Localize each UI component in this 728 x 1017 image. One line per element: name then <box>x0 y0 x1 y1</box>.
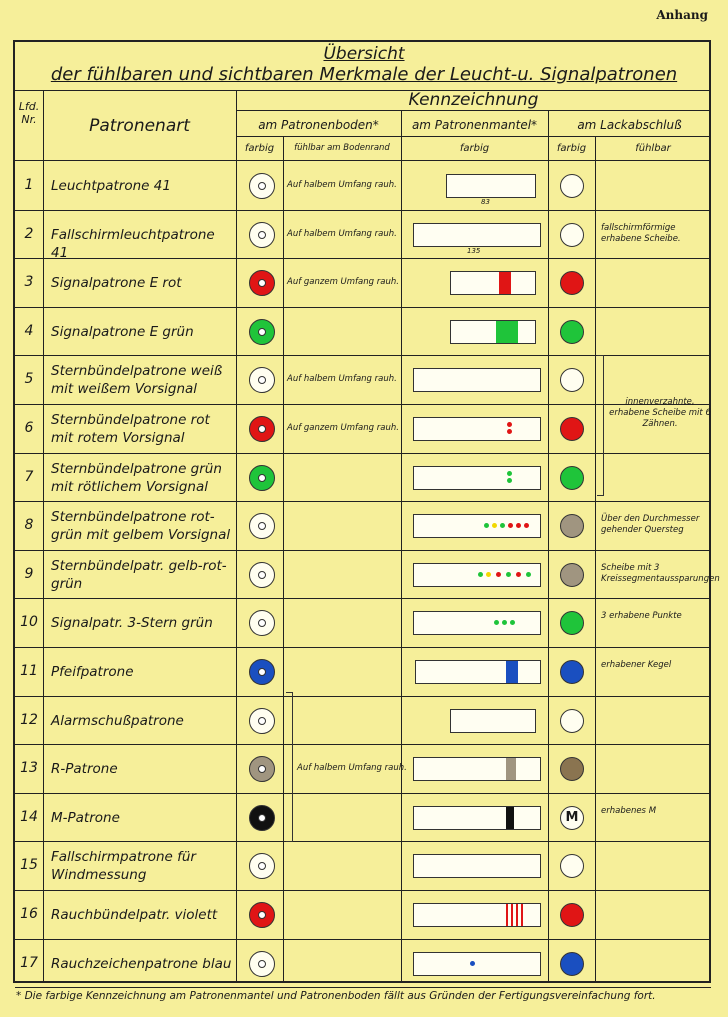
row-number: 5 <box>24 371 34 388</box>
base-marking-icon <box>249 805 275 831</box>
lacquer-tactile-text: erhabener Kegel <box>601 660 672 670</box>
row-number: 17 <box>20 954 38 971</box>
color-band <box>506 758 516 780</box>
row-number: 6 <box>24 420 34 436</box>
lacquer-marking-icon <box>560 271 584 295</box>
lacquer-tactile-text: fallschirmförmige erhabene Scheibe. <box>601 222 681 244</box>
primer-icon <box>258 668 266 676</box>
footnote: * Die farbige Kennzeichnung am Patronenmantel und Patronenboden fällt aus Gründen der Fertigungsvereinfachung fort. <box>16 990 656 1002</box>
row-number: 12 <box>20 711 38 728</box>
lacquer-marking-icon <box>560 223 584 247</box>
cartridge-name: Leuchtpatrone 41 <box>51 178 171 194</box>
row-number: 9 <box>24 565 34 582</box>
cartridge-name: Pfeifpatrone <box>51 664 134 680</box>
lacquer-marking-icon <box>560 952 584 976</box>
col-kennzeichnung: Kennzeichnung <box>408 90 539 110</box>
casing-marking <box>413 223 541 247</box>
casing-marking <box>413 514 541 538</box>
color-dot <box>486 572 491 577</box>
color-dot <box>507 478 512 483</box>
base-marking-icon <box>249 173 275 199</box>
row-number: 2 <box>24 225 34 242</box>
cartridge-name: Fallschirmleuchtpatrone 41 <box>51 226 215 261</box>
color-stripe <box>516 904 518 926</box>
casing-marking <box>413 952 541 976</box>
color-dot <box>494 620 499 625</box>
casing-marking <box>413 854 541 878</box>
casing-marking <box>413 368 541 392</box>
casing-marking <box>413 611 541 635</box>
col-farbig-lack: farbig <box>556 143 587 154</box>
primer-icon <box>258 960 266 968</box>
base-marking-icon <box>249 367 275 393</box>
color-dot <box>508 523 513 528</box>
color-dot <box>496 572 501 577</box>
base-marking-icon <box>249 659 275 685</box>
col-fuehlbar-boden: fühlbar am Bodenrand <box>294 143 390 153</box>
cartridge-name: Sternbündelpatrone weiß mit weißem Vorsignal <box>51 363 223 398</box>
lacquer-marking-icon <box>560 611 584 635</box>
color-band <box>499 272 511 294</box>
casing-marking <box>415 660 541 684</box>
base-marking-icon <box>249 513 275 539</box>
primer-icon <box>258 862 266 870</box>
primer-icon <box>258 425 266 433</box>
base-tactile-text: Auf ganzem Umfang rauh. <box>287 423 399 433</box>
base-marking-icon <box>249 319 275 345</box>
col-am-lack: am Lackabschluß <box>577 118 682 132</box>
cartridge-name: Rauchzeichenpatrone blau <box>51 955 232 972</box>
casing-marking <box>413 563 541 587</box>
base-tactile-text: Auf halbem Umfang rauh. <box>297 763 407 774</box>
color-band <box>506 661 518 683</box>
row-number: 3 <box>24 274 34 291</box>
casing-marking <box>450 709 536 733</box>
cartridge-name: R-Patrone <box>51 761 118 778</box>
cartridge-name: Sternbündelpatr. gelb-rot-grün <box>51 557 227 592</box>
row-number: 1 <box>24 177 34 193</box>
color-dot <box>526 572 531 577</box>
row-number: 15 <box>20 857 38 874</box>
base-marking-icon <box>249 222 275 248</box>
title-line-2: der fühlbaren und sichtbaren Merkmale der Leucht-u. Signalpatronen <box>50 64 678 85</box>
primer-icon <box>258 765 266 773</box>
cartridge-name: Sternbündelpatrone grün mit rötlichem Vorsignal <box>51 460 222 495</box>
lacquer-marking-icon <box>560 320 584 344</box>
lacquer-marking-icon <box>560 660 584 684</box>
lacquer-tactile-text: Über den Durchmesser gehender Quersteg <box>601 514 700 536</box>
color-dot <box>507 471 512 476</box>
row-number: 16 <box>20 906 38 922</box>
base-marking-icon <box>249 951 275 977</box>
overview-table <box>13 40 720 983</box>
base-marking-icon <box>249 610 275 636</box>
cartridge-name: Signalpatrone E grün <box>51 323 194 340</box>
color-dot <box>484 523 489 528</box>
col-farbig-boden: farbig <box>244 143 275 154</box>
base-marking-icon <box>249 562 275 588</box>
row-number: 11 <box>20 663 38 679</box>
color-dot <box>502 620 507 625</box>
lacquer-tactile-text: 3 erhabene Punkte <box>601 611 682 622</box>
col-farbig-mantel: farbig <box>459 143 490 154</box>
base-marking-icon <box>249 465 275 491</box>
corner-label: Anhang <box>656 8 708 22</box>
lacquer-marking-icon <box>560 854 584 878</box>
lacquer-tactile-text: innenverzahnte, erhabene Scheibe mit 6 Zähnen. <box>609 397 711 429</box>
row-number: 14 <box>20 808 38 825</box>
lacquer-marking-icon <box>560 709 584 733</box>
lacquer-marking-icon <box>560 514 584 538</box>
casing-marking <box>413 903 541 927</box>
primer-icon <box>258 522 266 530</box>
lacquer-marking-icon: M <box>560 806 584 830</box>
row-number: 4 <box>24 322 34 339</box>
lacquer-marking-icon <box>560 563 584 587</box>
color-dot <box>470 961 475 966</box>
casing-marking <box>446 174 536 198</box>
base-marking-icon <box>249 708 275 734</box>
color-dot <box>507 429 512 434</box>
cartridge-name: M-Patrone <box>51 809 120 826</box>
color-stripe <box>506 904 508 926</box>
base-tactile-text: Auf ganzem Umfang rauh. <box>287 277 399 288</box>
color-dot <box>507 422 512 427</box>
cartridge-name: Fallschirmpatrone für Windmessung <box>51 849 196 884</box>
cartridge-name: Signalpatrone E rot <box>51 275 182 292</box>
color-dot <box>524 523 529 528</box>
color-dot <box>500 523 505 528</box>
primer-icon <box>258 911 266 919</box>
casing-marking <box>413 417 541 441</box>
dimension-label: 83 <box>481 198 490 206</box>
col-am-boden: am Patronenboden* <box>258 118 379 132</box>
primer-icon <box>258 182 266 190</box>
base-marking-icon <box>249 902 275 928</box>
row-number: 10 <box>20 614 38 631</box>
primer-icon <box>258 814 266 822</box>
color-band <box>506 807 514 829</box>
casing-marking <box>450 320 536 344</box>
color-band <box>496 321 518 343</box>
base-marking-icon <box>249 756 275 782</box>
casing-marking <box>413 757 541 781</box>
col-lfd-nr: Lfd. Nr. <box>18 100 40 126</box>
base-tactile-text: Auf halbem Umfang rauh. <box>287 180 397 190</box>
casing-marking <box>413 806 541 830</box>
col-patronenart: Patronenart <box>89 116 190 136</box>
base-tactile-text: Auf halbem Umfang rauh. <box>287 228 397 239</box>
dimension-label: 135 <box>467 246 481 255</box>
base-tactile-text: Auf halbem Umfang rauh. <box>287 374 397 385</box>
color-dot <box>478 572 483 577</box>
base-marking-icon <box>249 416 275 442</box>
cartridge-name: Signalpatr. 3-Stern grün <box>51 615 213 632</box>
color-dot <box>516 523 521 528</box>
cartridge-name: Rauchbündelpatr. violett <box>51 907 218 923</box>
color-dot <box>516 572 521 577</box>
lacquer-marking-icon <box>560 368 584 392</box>
casing-marking <box>450 271 536 295</box>
primer-icon <box>258 717 266 725</box>
primer-icon <box>258 328 266 336</box>
color-stripe <box>521 904 523 926</box>
primer-icon <box>258 231 266 239</box>
lacquer-marking-icon <box>560 903 584 927</box>
lacquer-marking-icon <box>560 757 584 781</box>
casing-marking <box>413 466 541 490</box>
color-dot <box>492 523 497 528</box>
row-number: 13 <box>20 760 38 777</box>
row-number: 7 <box>24 468 34 485</box>
primer-icon <box>258 474 266 482</box>
lacquer-tactile-text: Scheibe mit 3 Kreissegmentaussparungen <box>601 562 720 584</box>
primer-icon <box>258 279 266 287</box>
color-dot <box>510 620 515 625</box>
col-am-mantel: am Patronenmantel* <box>411 118 538 132</box>
primer-icon <box>258 571 266 579</box>
primer-icon <box>258 619 266 627</box>
primer-icon <box>258 376 266 384</box>
base-marking-icon <box>249 270 275 296</box>
col-fuehlbar-lack: fühlbar <box>635 143 671 154</box>
color-dot <box>506 572 511 577</box>
cartridge-name: Alarmschußpatrone <box>51 712 184 729</box>
lacquer-marking-icon <box>560 417 584 441</box>
lacquer-marking-icon <box>560 466 584 490</box>
lacquer-tactile-text: erhabenes M <box>601 805 657 816</box>
cartridge-name: Sternbündelpatrone rot-grün mit gelbem Vorsignal <box>51 509 231 544</box>
color-stripe <box>511 904 513 926</box>
base-marking-icon <box>249 853 275 879</box>
lacquer-marking-icon <box>560 174 584 198</box>
cartridge-name: Sternbündelpatrone rot mit rotem Vorsignal <box>51 412 210 446</box>
row-number: 8 <box>24 517 34 534</box>
title-line-1: Übersicht <box>323 44 405 64</box>
